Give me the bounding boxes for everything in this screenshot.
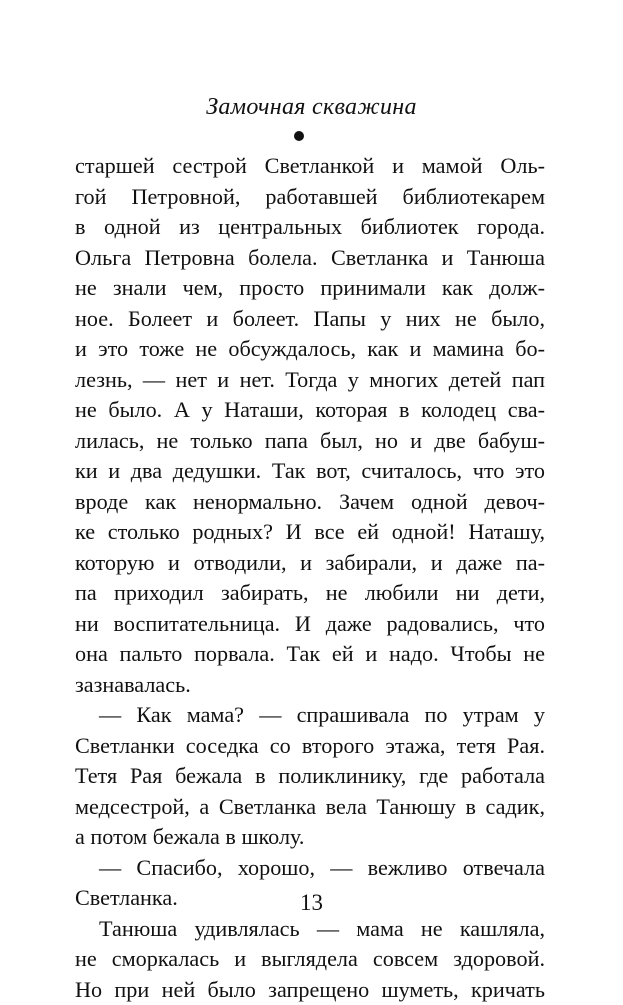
text-line: не было. А у Наташи, которая в колодец сва- — [75, 395, 545, 426]
text-line: вроде как ненормально. Зачем одной девоч- — [75, 487, 545, 518]
text-line: па приходил забирать, не любили ни дети, — [75, 578, 545, 609]
text-line: лезнь, — нет и нет. Тогда у многих детей пап — [75, 365, 545, 396]
text-line: ное. Болеет и болеет. Папы у них не было, — [75, 304, 545, 335]
page-number: 13 — [0, 890, 623, 916]
text-line: медсестрой, а Светланка вела Танюшу в садик, — [75, 792, 545, 823]
text-line: не сморкалась и выглядела совсем здоровой. — [75, 944, 545, 975]
text-line: а потом бежала в школу. — [75, 822, 545, 853]
text-line: зазнавалась. — [75, 670, 545, 701]
running-header-title: Замочная скважина — [0, 94, 623, 121]
text-line: лилась, не только папа был, но и две бабуш- — [75, 426, 545, 457]
text-line: Ольга Петровна болела. Светланка и Танюша — [75, 243, 545, 274]
text-line: Но при ней было запрещено шуметь, кричать — [75, 975, 545, 1005]
text-line: Светланка. — [75, 883, 545, 914]
text-line: старшей сестрой Светланкой и мамой Оль- — [75, 151, 545, 182]
header-bullet-icon — [294, 131, 304, 141]
text-line: ни воспитательница. И даже радовались, что — [75, 609, 545, 640]
text-line: — Спасибо, хорошо, — вежливо отвечала — [75, 853, 545, 884]
text-line: Танюша удивлялась — мама не кашляла, — [75, 914, 545, 945]
text-line: в одной из центральных библиотек города. — [75, 212, 545, 243]
text-line: гой Петровной, работавшей библиотекарем — [75, 182, 545, 213]
text-line: не знали чем, просто принимали как долж- — [75, 273, 545, 304]
text-line: Тетя Рая бежала в поликлинику, где работала — [75, 761, 545, 792]
text-line: — Как мама? — спрашивала по утрам у — [75, 700, 545, 731]
text-line: и это тоже не обсуждалось, как и мамина бо- — [75, 334, 545, 365]
text-line: она пальто порвала. Так ей и надо. Чтобы не — [75, 639, 545, 670]
text-line: ки и два дедушки. Так вот, считалось, что это — [75, 456, 545, 487]
text-line: Светланки соседка со второго этажа, тетя Рая. — [75, 731, 545, 762]
text-line: ке столько родных? И все ей одной! Наташу, — [75, 517, 545, 548]
body-text — [75, 151, 545, 1005]
text-line: которую и отводили, и забирали, и даже па- — [75, 548, 545, 579]
